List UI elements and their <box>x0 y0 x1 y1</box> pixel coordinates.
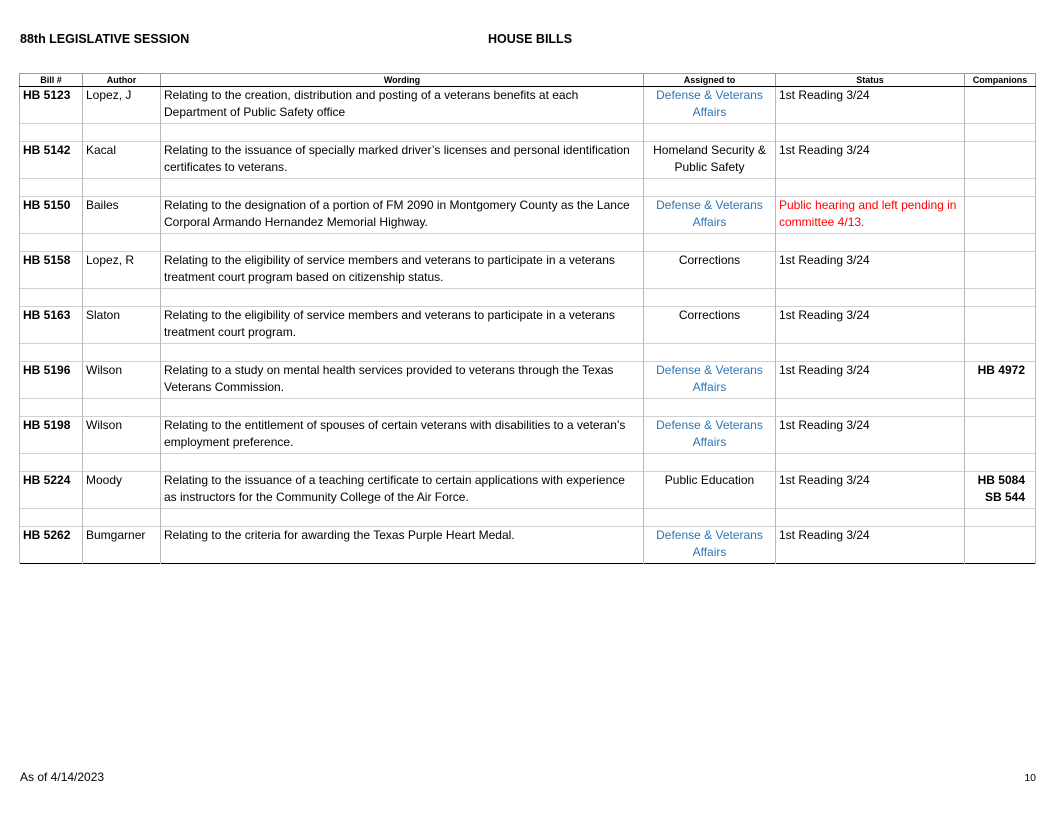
table-row <box>20 527 1036 564</box>
column-header-bill: Bill # <box>20 74 83 87</box>
spacer-cell <box>83 454 161 472</box>
bill-companions <box>965 417 1036 454</box>
bill-assigned-committee: Corrections <box>644 307 776 344</box>
spacer-cell <box>161 509 644 527</box>
bill-number: HB 5163 <box>20 307 83 344</box>
bill-status: 1st Reading 3/24 <box>776 252 965 289</box>
bill-wording: Relating to a study on mental health services provided to veterans through the Texas Veterans Commission. <box>161 362 644 399</box>
spacer-cell <box>20 234 83 252</box>
spacer-row <box>20 399 1036 417</box>
companion-bill: HB 4972 <box>977 363 1025 377</box>
spacer-cell <box>20 124 83 142</box>
spacer-cell <box>83 124 161 142</box>
spacer-row <box>20 344 1036 362</box>
bill-author: Lopez, J <box>83 87 161 124</box>
spacer-cell <box>161 399 644 417</box>
spacer-row <box>20 179 1036 197</box>
bill-assigned-committee: Homeland Security & Public Safety <box>644 142 776 179</box>
bill-status: 1st Reading 3/24 <box>776 472 965 509</box>
bill-wording: Relating to the designation of a portion of FM 2090 in Montgomery County as the Lance Corporal Armando Hernandez Memorial Highway. <box>161 197 644 234</box>
bill-status: 1st Reading 3/24 <box>776 417 965 454</box>
spacer-cell <box>644 234 776 252</box>
table-row <box>20 362 1036 399</box>
spacer-cell <box>20 399 83 417</box>
bill-author: Moody <box>83 472 161 509</box>
bill-assigned-committee: Corrections <box>644 252 776 289</box>
spacer-row <box>20 454 1036 472</box>
spacer-cell <box>644 454 776 472</box>
bill-status: 1st Reading 3/24 <box>776 527 965 564</box>
bill-companions <box>965 142 1036 179</box>
column-header-status: Status <box>776 74 965 87</box>
bill-status: 1st Reading 3/24 <box>776 142 965 179</box>
bill-number: HB 5123 <box>20 87 83 124</box>
spacer-cell <box>20 289 83 307</box>
bill-assigned-committee: Defense & Veterans Affairs <box>644 87 776 124</box>
bill-companions <box>965 362 1036 399</box>
spacer-cell <box>776 289 965 307</box>
table-row <box>20 307 1036 344</box>
bill-companions <box>965 252 1036 289</box>
bill-author: Slaton <box>83 307 161 344</box>
column-header-assigned: Assigned to <box>644 74 776 87</box>
spacer-cell <box>776 509 965 527</box>
spacer-row <box>20 234 1036 252</box>
spacer-cell <box>965 289 1036 307</box>
bill-companions <box>965 87 1036 124</box>
bill-author: Wilson <box>83 362 161 399</box>
column-header-wording: Wording <box>161 74 644 87</box>
spacer-cell <box>83 344 161 362</box>
table-row <box>20 87 1036 124</box>
spacer-cell <box>644 289 776 307</box>
page-title: HOUSE BILLS <box>488 32 573 46</box>
bill-number: HB 5158 <box>20 252 83 289</box>
bill-status: 1st Reading 3/24 <box>776 362 965 399</box>
bill-wording: Relating to the issuance of a teaching certificate to certain applications with experience as instructors for the Community College of the Air Force. <box>161 472 644 509</box>
spacer-cell <box>776 399 965 417</box>
spacer-cell <box>83 289 161 307</box>
bill-companions <box>965 472 1036 509</box>
table-header-row <box>20 74 1036 87</box>
spacer-cell <box>161 124 644 142</box>
bill-number: HB 5142 <box>20 142 83 179</box>
session-title: 88th LEGISLATIVE SESSION <box>20 32 190 46</box>
bill-number: HB 5262 <box>20 527 83 564</box>
table-row <box>20 417 1036 454</box>
bill-companions <box>965 307 1036 344</box>
bill-status: 1st Reading 3/24 <box>776 307 965 344</box>
table-row <box>20 472 1036 509</box>
bill-author: Wilson <box>83 417 161 454</box>
bill-assigned-committee: Defense & Veterans Affairs <box>644 197 776 234</box>
spacer-cell <box>776 344 965 362</box>
spacer-cell <box>965 124 1036 142</box>
spacer-cell <box>161 179 644 197</box>
companion-bill: HB 5084 <box>977 473 1025 487</box>
spacer-cell <box>776 234 965 252</box>
spacer-cell <box>20 179 83 197</box>
spacer-cell <box>965 454 1036 472</box>
bills-table <box>19 73 1036 564</box>
spacer-row <box>20 289 1036 307</box>
spacer-cell <box>965 399 1036 417</box>
bill-wording: Relating to the criteria for awarding the Texas Purple Heart Medal. <box>161 527 644 564</box>
bill-author: Bailes <box>83 197 161 234</box>
bill-assigned-committee: Defense & Veterans Affairs <box>644 527 776 564</box>
bill-number: HB 5198 <box>20 417 83 454</box>
spacer-cell <box>161 289 644 307</box>
bill-wording: Relating to the eligibility of service members and veterans to participate in a veterans treatment court program. <box>161 307 644 344</box>
table-row <box>20 252 1036 289</box>
spacer-row <box>20 124 1036 142</box>
spacer-cell <box>776 124 965 142</box>
bill-companions <box>965 527 1036 564</box>
spacer-cell <box>161 344 644 362</box>
bill-author: Lopez, R <box>83 252 161 289</box>
bill-number: HB 5196 <box>20 362 83 399</box>
bill-status: 1st Reading 3/24 <box>776 87 965 124</box>
spacer-cell <box>965 344 1036 362</box>
spacer-cell <box>161 234 644 252</box>
spacer-cell <box>83 234 161 252</box>
spacer-cell <box>644 179 776 197</box>
spacer-cell <box>20 509 83 527</box>
spacer-cell <box>161 454 644 472</box>
bill-wording: Relating to the issuance of specially marked driver’s licenses and personal identification certificates to veterans. <box>161 142 644 179</box>
bill-number: HB 5224 <box>20 472 83 509</box>
column-header-companions: Companions <box>965 74 1036 87</box>
as-of-date: As of 4/14/2023 <box>20 770 105 784</box>
spacer-cell <box>83 509 161 527</box>
bill-author: Bumgarner <box>83 527 161 564</box>
bill-status: Public hearing and left pending in committee 4/13. <box>776 197 965 234</box>
bill-assigned-committee: Defense & Veterans Affairs <box>644 417 776 454</box>
table-row <box>20 142 1036 179</box>
spacer-cell <box>20 454 83 472</box>
bill-assigned-committee: Public Education <box>644 472 776 509</box>
table-row <box>20 197 1036 234</box>
spacer-cell <box>776 454 965 472</box>
spacer-cell <box>20 344 83 362</box>
bill-number: HB 5150 <box>20 197 83 234</box>
spacer-cell <box>83 399 161 417</box>
bill-wording: Relating to the eligibility of service members and veterans to participate in a veterans treatment court program based on citizenship status. <box>161 252 644 289</box>
column-header-author: Author <box>83 74 161 87</box>
spacer-row <box>20 509 1036 527</box>
bill-wording: Relating to the creation, distribution and posting of a veterans benefits at each Department of Public Safety office <box>161 87 644 124</box>
page-number: 10 <box>1024 772 1036 784</box>
spacer-cell <box>965 509 1036 527</box>
companion-bill: SB 544 <box>984 490 1025 504</box>
bill-companions <box>965 197 1036 234</box>
bill-author: Kacal <box>83 142 161 179</box>
spacer-cell <box>644 399 776 417</box>
bill-wording: Relating to the entitlement of spouses of certain veterans with disabilities to a veteran’s employment preference. <box>161 417 644 454</box>
spacer-cell <box>644 509 776 527</box>
spacer-cell <box>776 179 965 197</box>
spacer-cell <box>83 179 161 197</box>
spacer-cell <box>644 344 776 362</box>
bill-assigned-committee: Defense & Veterans Affairs <box>644 362 776 399</box>
spacer-cell <box>965 179 1036 197</box>
spacer-cell <box>965 234 1036 252</box>
spacer-cell <box>644 124 776 142</box>
